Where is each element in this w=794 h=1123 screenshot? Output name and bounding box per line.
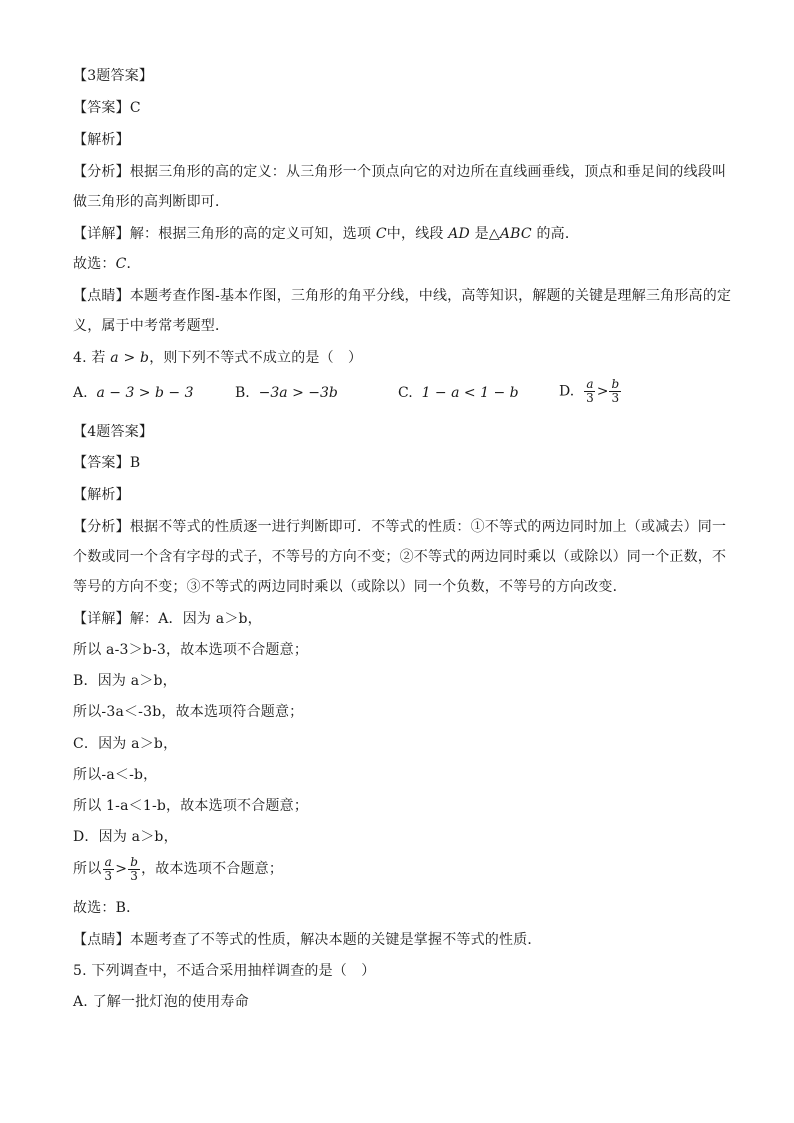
q4-option-a: A. a − 3 > b − 3 <box>73 385 194 401</box>
analysis-label: 【分析】 <box>73 164 130 180</box>
q4-detail-d2: 所以 $\frac{a}{3}$ > $\frac{b}{3}$ ，故本选项不合题意； <box>73 854 284 883</box>
q3-jiexi-label: 【解析】 <box>73 132 130 148</box>
q4-answer-line <box>73 453 733 473</box>
analysis-label: 【分析】 <box>73 519 130 535</box>
q3-analysis-line-2: 做三角形的高判断即可． <box>73 194 230 210</box>
fraction: $\frac{a}{3}$ <box>104 854 113 883</box>
detail-label: 【详解】 <box>73 226 130 242</box>
q4-comment-line: 【点睛】本题考查了不等式的性质，解决本题的关键是掌握不等式的性质． <box>73 932 542 948</box>
q3-comment-line-2: 义，属于中考常考题型． <box>73 318 230 334</box>
comment-label: 【点睛】 <box>73 932 130 948</box>
answer-label: 【答案】 <box>73 100 130 116</box>
q5-stem: 5. 下列调查中，不适合采用抽样调查的是（ ） <box>73 963 376 979</box>
q4-option-b: B. −3a > −3b <box>235 385 338 401</box>
q5-option-a: A. 了解一批灯泡的使用寿命 <box>73 994 249 1010</box>
q4-detail-d1: D．因为 a＞b， <box>73 829 178 845</box>
q3-detail-line: 【详解】解：根据三角形的高的定义可知，选项 C中，线段 AD 是△ABC 的高． <box>73 226 580 242</box>
q4-detail-a2: 所以 a-3＞b-3，故本选项不合题意； <box>73 642 309 658</box>
comment-label: 【点睛】 <box>73 288 130 304</box>
q3-choice-line: 故选：C． <box>73 256 141 272</box>
q4-analysis-line-1: 【分析】根据不等式的性质逐一进行判断即可．不等式的性质：①不等式的两边同时加上（或减去）同一 <box>73 519 727 535</box>
q4-detail-b2: 所以-3a＜-3b，故本选项符合题意； <box>73 704 304 720</box>
q3-answer-tag: 【3题答案】 <box>73 68 154 84</box>
q4-detail-c1: C．因为 a＞b， <box>73 736 178 752</box>
q3-analysis-line-1: 【分析】根据三角形的高的定义：从三角形一个顶点向它的对边所在直线画垂线，顶点和垂足间的线段叫 <box>73 164 727 180</box>
q4-option-d: D. $\frac{a}{3}$ > $\frac{b}{3}$ <box>559 377 620 405</box>
detail-label: 【详解】 <box>73 611 130 627</box>
q4-choice-line: 故选：B． <box>73 900 141 916</box>
fraction: $\frac{b}{3}$ <box>130 854 139 883</box>
q4-detail-a1: 【详解】解：A．因为 a＞b， <box>73 611 262 627</box>
answer-value: C <box>129 100 141 116</box>
q4-jiexi-label: 【解析】 <box>73 487 130 503</box>
q3-answer-line <box>73 98 733 118</box>
q4-detail-b1: B．因为 a＞b， <box>73 673 177 689</box>
q4-detail-c3: 所以 1-a＜1-b，故本选项不合题意； <box>73 798 309 814</box>
q4-analysis-line-2: 个数或同一个含有字母的式子，不等号的方向不变；②不等式的两边同时乘以（或除以）同一个正数，不 <box>73 549 727 565</box>
q4-detail-c2: 所以-a＜-b， <box>73 767 158 783</box>
q4-options <box>73 378 733 412</box>
q4-option-c: C. 1 − a < 1 − b <box>398 385 519 401</box>
q4-stem: 4. 若 a > b，则下列不等式不成立的是（ ） <box>73 350 363 366</box>
q4-answer-tag: 【4题答案】 <box>73 424 154 440</box>
answer-value: B <box>129 455 141 471</box>
q3-comment-line-1: 【点睛】本题考查作图-基本作图，三角形的角平分线，中线，高等知识，解题的关键是理解三角形高的定 <box>73 288 732 304</box>
answer-label: 【答案】 <box>73 455 130 471</box>
q4-analysis-line-3: 等号的方向不变；③不等式的两边同时乘以（或除以）同一个负数，不等号的方向改变． <box>73 579 627 595</box>
fraction: $\frac{a}{3}$ <box>586 377 594 405</box>
fraction: $\frac{b}{3}$ <box>611 377 620 405</box>
